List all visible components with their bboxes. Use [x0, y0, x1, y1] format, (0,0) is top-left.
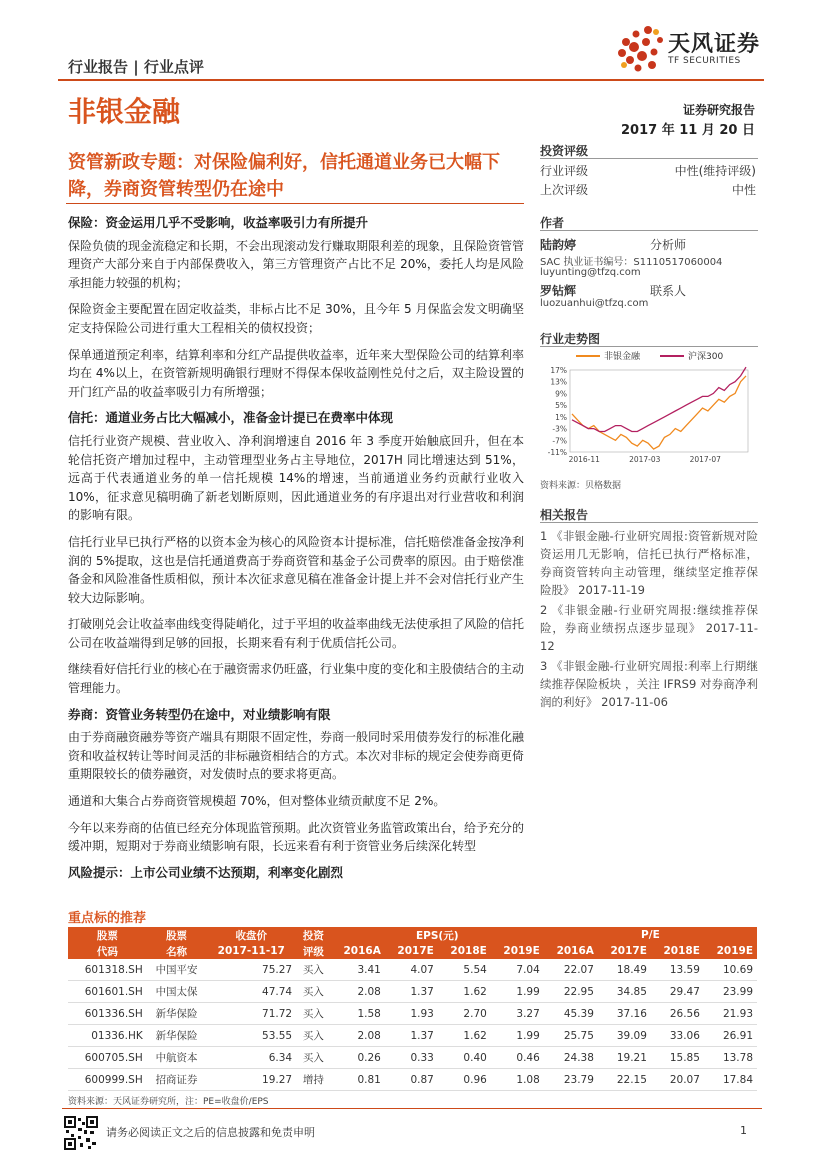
table-cell: 17.84: [704, 1069, 757, 1091]
table-cell: 0.87: [385, 1069, 438, 1091]
paragraph: 保险负债的现金流稳定和长期，不会出现滚动发行赚取期限利差的现象，且保险资管管理资产大部分来自于内部保费收入，第三方管理资产占比不足 20%，委托人均是风险承担能力较强的机构；: [68, 238, 525, 290]
table-cell: 0.81: [331, 1069, 385, 1091]
table-cell: 25.75: [544, 1025, 598, 1047]
table-cell: 增持: [296, 1069, 331, 1091]
table-cell: 34.85: [598, 981, 651, 1003]
table-cell: 601336.SH: [68, 1003, 147, 1025]
risk-warning: 风险提示：上市公司业绩不达预期，利率变化剧烈: [68, 864, 344, 880]
table-cell: 601318.SH: [68, 959, 147, 981]
table-cell: 3.41: [331, 959, 385, 981]
prev-rating-label: 上次评级: [540, 183, 589, 197]
paragraph: 通道和大集合占券商资管规模超 70%，但对整体业绩贡献度不足 2%。: [68, 794, 446, 809]
paragraph: 今年以来券商的估值已经充分体现监管预期。此次资管业务监管政策出台，给予充分的缓冲期，短期对于券商业绩影响有限，长远来看有利于资管业务后续深化转型: [68, 820, 525, 854]
page-number: 1: [740, 1124, 747, 1137]
y-tick-label: 17%: [550, 366, 567, 375]
table-row: [68, 981, 757, 1003]
table-cell: 13.59: [651, 959, 704, 981]
y-tick-label: 5%: [555, 401, 567, 411]
table-cell: 新华保险: [147, 1003, 207, 1025]
table-cell: 53.55: [206, 1025, 296, 1047]
table-cell: 1.37: [385, 1025, 438, 1047]
y-tick-label: 9%: [555, 389, 567, 399]
table-cell: 6.34: [206, 1047, 296, 1069]
table-cell: 24.38: [544, 1047, 598, 1069]
x-tick-label: 2017-07: [689, 455, 721, 464]
author2-email[interactable]: luozuanhui@tfzq.com: [540, 298, 649, 309]
report-date: 2017 年 11 月 20 日: [621, 123, 755, 138]
table-row: [68, 1047, 757, 1069]
th: 评级: [296, 943, 331, 959]
footer-rule: [62, 1108, 762, 1109]
table-cell: 1.37: [385, 981, 438, 1003]
table-cell: 1.99: [491, 1025, 544, 1047]
table-cell: 买入: [296, 959, 331, 981]
y-tick-label: 13%: [550, 377, 567, 387]
table-cell: 37.16: [598, 1003, 651, 1025]
table-cell: 39.09: [598, 1025, 651, 1047]
table-row: [68, 1069, 757, 1091]
table-cell: 2.08: [331, 981, 385, 1003]
series-line: [572, 376, 746, 449]
th: 股票: [68, 927, 147, 943]
th: 2018E: [651, 943, 704, 959]
th: 2019E: [704, 943, 757, 959]
author1-role: 分析师: [650, 238, 687, 252]
section-broker-heading: 券商：资管业务转型仍在途中，对业绩影响有限: [68, 706, 331, 722]
author1-name: 陆韵婷: [540, 238, 577, 252]
paragraph: 保单通道预定利率，结算利率和分红产品提供收益率，近年来大型保险公司的结算利率均在 4%以上，在资管新规明确银行理财不得保本保收益刚性兑付之后，双主险设置的开门红产品的收益率吸引力有所增强；: [68, 347, 525, 399]
qr-code-icon: [64, 1116, 98, 1150]
stock-table: [68, 927, 757, 1091]
paragraph: 继续看好信托行业的核心在于融资需求仍旺盛，行业集中度的变化和主股债结合的主动管理能力。: [68, 662, 525, 696]
divider: [540, 230, 758, 231]
table-cell: 0.40: [438, 1047, 491, 1069]
disclaimer: 请务必阅读正文之后的信息披露和免责申明: [106, 1126, 315, 1139]
th: 2018E: [438, 943, 491, 959]
related-heading: 相关报告: [540, 508, 589, 522]
trend-source: 资料来源：贝格数据: [540, 481, 622, 491]
table-cell: 中航资本: [147, 1047, 207, 1069]
table-row: [68, 1003, 757, 1025]
author2-name: 罗钻辉: [540, 284, 577, 298]
th: 2017E: [385, 943, 438, 959]
table-cell: 买入: [296, 981, 331, 1003]
table-cell: 1.62: [438, 1025, 491, 1047]
table-cell: 29.47: [651, 981, 704, 1003]
table-header-row: [68, 943, 757, 959]
table-cell: 600999.SH: [68, 1069, 147, 1091]
table-cell: 13.78: [704, 1047, 757, 1069]
th: 2016A: [331, 943, 385, 959]
table-cell: 1.99: [491, 981, 544, 1003]
table-cell: 0.33: [385, 1047, 438, 1069]
paragraph: 信托行业资产规模、营业收入、净利润增速自 2016 年 3 季度开始触底回升，但在本轮信托资产增加过程中，主动管理型业务占主导地位，2017H 同比增速达到 51%，远高于代表通道业务的单一信托规模 14%的增速，当前通道业务约贡献行业收入 10%，征求意见稿明确了新老划断原则，因此通道业务的有序退出对行业营收和利润的影响有限。: [68, 433, 524, 523]
table-cell: 买入: [296, 1003, 331, 1025]
table-cell: 22.07: [544, 959, 598, 981]
logo-name: 天风证券: [668, 32, 761, 57]
related-reports: [540, 527, 758, 713]
table-row: [68, 959, 757, 981]
section-insurance-heading: 保险：资金运用几乎不受影响，收益率吸引力有所提升: [68, 215, 369, 230]
author1-email[interactable]: luyunting@tfzq.com: [540, 267, 641, 278]
table-cell: 33.06: [651, 1025, 704, 1047]
th: 代码: [68, 943, 147, 959]
sector-title: 非银金融: [68, 95, 181, 128]
table-cell: 20.07: [651, 1069, 704, 1091]
table-cell: 600705.SH: [68, 1047, 147, 1069]
table-cell: 5.54: [438, 959, 491, 981]
doc-type: 行业报告 | 行业点评: [68, 58, 204, 76]
table-cell: 15.85: [651, 1047, 704, 1069]
table-row: [68, 1025, 757, 1047]
table-cell: 01336.HK: [68, 1025, 147, 1047]
title-rule: [66, 203, 524, 204]
table-header-row: [68, 927, 757, 943]
table-cell: 19.27: [206, 1069, 296, 1091]
trend-chart: [540, 348, 758, 472]
table-cell: 0.96: [438, 1069, 491, 1091]
th: P/E: [544, 927, 757, 943]
table-cell: 买入: [296, 1047, 331, 1069]
table-cell: 4.07: [385, 959, 438, 981]
table-cell: 22.15: [598, 1069, 651, 1091]
rating-heading: 投资评级: [540, 144, 589, 158]
table-cell: 45.39: [544, 1003, 598, 1025]
x-tick-label: 2017-03: [629, 455, 661, 464]
table-cell: 1.08: [491, 1069, 544, 1091]
table-cell: 1.58: [331, 1003, 385, 1025]
table-cell: 1.62: [438, 981, 491, 1003]
chart-frame: [570, 370, 748, 452]
table-title: 重点标的推荐: [68, 911, 147, 926]
table-cell: 2.08: [331, 1025, 385, 1047]
trend-heading: 行业走势图: [540, 332, 601, 346]
paragraph: 信托行业早已执行严格的以资本金为核心的风险资本计提标准，信托赔偿准备金按净利润的 5%提取，这也是信托通道费高于券商资管和基金子公司费率的原因。由于赔偿准备金和风险准备性质相似，预计本次征求意见稿在准备金计提上并不会对信托行业产生较大边际影响。: [68, 534, 525, 605]
table-source: 资料来源：天风证券研究所，注：PE=收盘价/EPS: [68, 1097, 269, 1107]
table-cell: 中国太保: [147, 981, 207, 1003]
x-tick-label: 2016-11: [568, 455, 600, 464]
table-cell: 3.27: [491, 1003, 544, 1025]
author-heading: 作者: [540, 216, 565, 230]
y-tick-label: 1%: [555, 412, 567, 422]
legend-label: 非银金融: [604, 352, 641, 362]
table-cell: 买入: [296, 1025, 331, 1047]
table-cell: 601601.SH: [68, 981, 147, 1003]
table-cell: 7.04: [491, 959, 544, 981]
table-cell: 0.46: [491, 1047, 544, 1069]
table-cell: 10.69: [704, 959, 757, 981]
y-tick-label: -3%: [552, 424, 567, 434]
divider: [540, 346, 758, 347]
legend-label: 沪深300: [688, 352, 724, 362]
table-cell: 22.95: [544, 981, 598, 1003]
paragraph: 保险资金主要配置在固定收益类，非标占比不足 30%，且今年 5 月保监会发文明确坚定支持保险公司进行重大工程相关的债权投资；: [68, 302, 524, 335]
table-cell: 75.27: [206, 959, 296, 981]
logo-name-en: TF SECURITIES: [668, 56, 741, 66]
table-cell: 招商证券: [147, 1069, 207, 1091]
related-report-item[interactable]: 2 《非银金融-行业研究周报:继续推荐保险，券商业绩拐点逐步显现》 2017-11-12: [540, 603, 758, 653]
related-report-item[interactable]: 3 《非银金融-行业研究周报:利率上行期继续推荐保险板块 ，关注 IFRS9 对券商净利润的利好》 2017-11-06: [540, 659, 758, 709]
table-cell: 23.79: [544, 1069, 598, 1091]
table-cell: 19.21: [598, 1047, 651, 1069]
th: 投资: [296, 927, 331, 943]
table-cell: 1.93: [385, 1003, 438, 1025]
author2-role: 联系人: [650, 284, 687, 298]
rating-label: 行业评级: [540, 164, 589, 178]
section-trust-heading: 信托：通道业务占比大幅减小，准备金计提已在费率中体现: [68, 410, 394, 426]
table-cell: 21.93: [704, 1003, 757, 1025]
th: 收盘价: [206, 927, 296, 943]
table-cell: 0.26: [331, 1047, 385, 1069]
th: 股票: [147, 927, 207, 943]
report-title: 资管新政专题：对保险偏利好，信托通道业务已大幅下降，券商资管转型仍在途中: [68, 152, 500, 200]
th: 2017-11-17: [206, 943, 296, 959]
table-cell: 47.74: [206, 981, 296, 1003]
rating-value: 中性(维持评级): [674, 164, 756, 178]
table-cell: 中国平安: [147, 959, 207, 981]
th: 2016A: [544, 943, 598, 959]
author1-cert: SAC 执业证书编号：S1110517060004: [540, 257, 723, 268]
report-body: [68, 214, 524, 886]
y-tick-label: -7%: [552, 436, 567, 446]
report-kind: 证券研究报告: [682, 103, 755, 117]
divider: [540, 158, 758, 159]
prev-rating-value: 中性: [731, 183, 756, 197]
divider: [540, 522, 758, 523]
table-cell: 18.49: [598, 959, 651, 981]
th: 名称: [147, 943, 207, 959]
table-cell: 新华保险: [147, 1025, 207, 1047]
table-cell: 71.72: [206, 1003, 296, 1025]
table-cell: 26.91: [704, 1025, 757, 1047]
header-rule: [58, 79, 764, 81]
related-report-item[interactable]: 1 《非银金融-行业研究周报:资管新规对险资运用几无影响，信托已执行严格标准， 券商资管转向主动管理，继续坚定推荐保险股》 2017-11-19: [540, 529, 758, 597]
table-cell: 26.56: [651, 1003, 704, 1025]
th: 2019E: [491, 943, 544, 959]
th: 2017E: [598, 943, 651, 959]
paragraph: 由于券商融资融券等资产端具有期限不固定性，券商一般同时采用债券发行的标准化融资和收益权转让等时间灵活的非标融资相结合的方式。本次对非标的规定会使券商更倚重期限较长的债券融资，对发债时点的要求将更高。: [68, 730, 525, 782]
table-cell: 2.70: [438, 1003, 491, 1025]
th: EPS(元): [331, 927, 544, 943]
table-cell: 23.99: [704, 981, 757, 1003]
paragraph: 打破刚兑会让收益率曲线变得陡峭化，过于平坦的收益率曲线无法使承担了风险的信托公司在收益端得到足够的回报，长期来看有利于优质信托公司。: [68, 617, 525, 650]
y-tick-label: -11%: [547, 448, 567, 457]
